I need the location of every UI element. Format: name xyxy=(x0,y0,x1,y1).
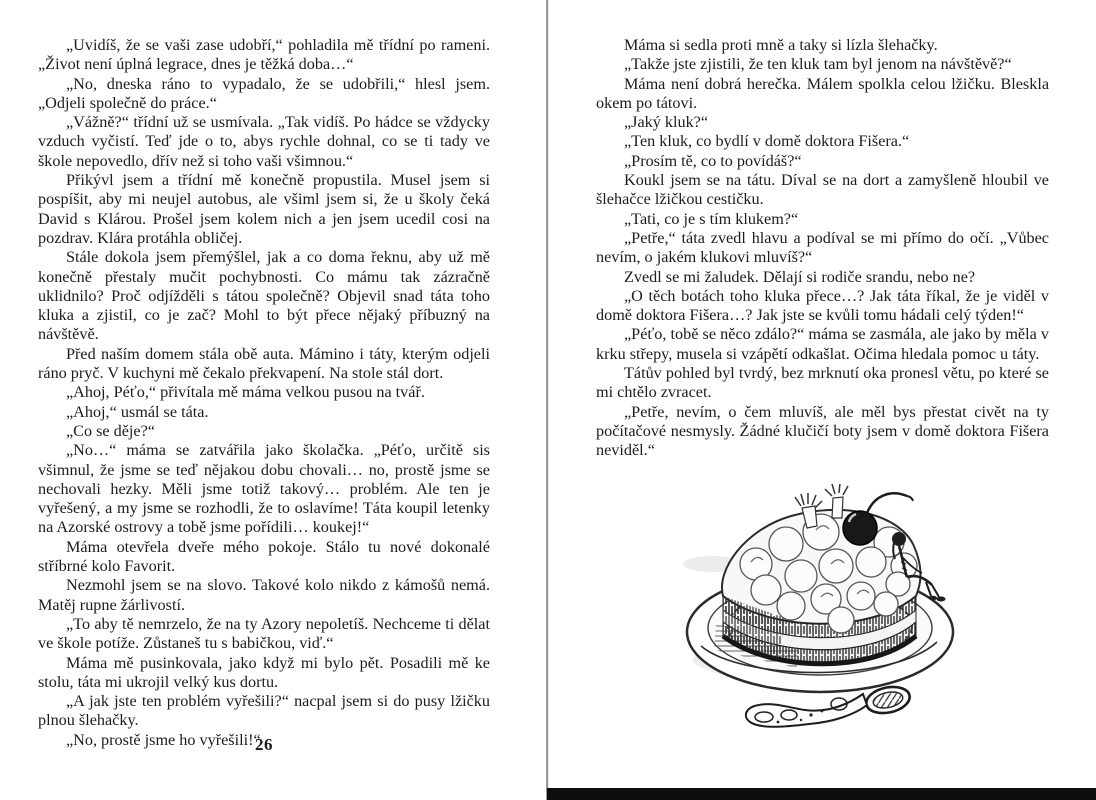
paragraph: „Ten kluk, co bydlí v domě doktora Fišera.“ xyxy=(624,132,910,151)
paragraph: Koukl jsem se na tátu. Díval se na dort a zamyšleně hloubil ve šlehačce lžičkou cestičku. xyxy=(596,171,1049,209)
paragraph: „Petře, nevím, o čem mluvíš, ale měl bys přestat civět na ty počítačové nesmysly. Žádné klučičí boty jsem v domě doktora Fišera neviděl.“ xyxy=(596,402,1049,460)
paragraph: „No, dneska ráno to vypadalo, že se udobřili,“ hlesl jsem. „Odjeli společně do práce.“ xyxy=(38,74,490,112)
paragraph: Máma není dobrá herečka. Málem spolkla celou lžičku. Bleskla okem po tátovi. xyxy=(596,74,1049,112)
cake-slice xyxy=(722,484,946,664)
left-page-text xyxy=(38,36,490,750)
paragraph: „To aby tě nemrzelo, že na ty Azory nepoletíš. Nechceme ti dělat ve škole potíže. Zůstaneš tu s babičkou, viď.“ xyxy=(38,614,490,653)
paragraph: „Ahoj,“ usmál se táta. xyxy=(66,402,209,421)
paragraph: „O těch botách toho kluka přece…? Jak táta říkal, že je viděl v domě doktora Fišera…? Jak jste se kvůli tomu hádali celý týden!“ xyxy=(596,286,1049,325)
paragraph: „No…“ máma se zatvářila jako školačka. „Péťo, určitě sis všimnul, že jsme se teď nějakou dobu chovali… no, prostě jsme se nechovali hezky. Měli jsme totiž takový… problém. Ale ten je vyřešený, a my jsme se rozhodli, že to oslavíme! Táta koupil letenky na Azorské ostrovy a tobě jsme pořídili… koukej!“ xyxy=(38,441,490,537)
paragraph: Máma si sedla proti mně a taky si lízla šlehačky. xyxy=(624,36,938,54)
paragraph: „Vážně?“ třídní už se usmívala. „Tak vidíš. Po hádce se vždycky vzduch vyčistí. Teď jde o to, abys rychle dohnal, co se ti tady ve škole nepovedlo, dřív než si toho vaši všimnou.“ xyxy=(38,113,490,170)
paragraph: Máma otevřela dveře mého pokoje. Stálo tu nové dokonalé stříbrné kolo Favorit. xyxy=(38,537,490,576)
paragraph: „No, prostě jsme ho vyřešili!“ xyxy=(66,730,261,749)
paragraph: „Péťo, tobě se něco zdálo?“ máma se zasmála, ale jako by měla v krku střepy, musela si vzápětí odkašlat. Očima hledala pomoc u táty. xyxy=(596,325,1049,363)
paragraph: „A jak jste ten problém vyřešili?“ nacpal jsem si do pusy lžičku plnou šlehačky. xyxy=(38,692,490,730)
paragraph: „Takže jste zjistili, že ten kluk tam byl jenom na návštěvě?“ xyxy=(624,55,1012,74)
paragraph: Tátův pohled byl tvrdý, bez mrknutí oka pronesl větu, po které se mi chtělo zvracet. xyxy=(596,364,1049,402)
paragraph: „Jaký kluk?“ xyxy=(624,113,709,132)
right-page-text xyxy=(596,36,1049,461)
paragraph: „Tati, co je s tím klukem?“ xyxy=(624,209,799,228)
paragraph: „Petře,“ táta zvedl hlavu a podíval se mi přímo do očí. „Vůbec nevím, o jakém klukovi mluvíš?“ xyxy=(596,228,1049,267)
paragraph: Zvedl se mi žaludek. Dělají si rodiče srandu, nebo ne? xyxy=(624,267,976,286)
paragraph: Stále dokola jsem přemýšlel, jak a co doma řeknu, aby už mě konečně přestaly mučit pochybnosti. Co mámu tak zázračně uklidnilo? Proč odjížděli s tátou společně? Objevil snad táta toho kluka a zjistil, co je zač? Mohl to být přece nějaký příbuzný na návštěvě. xyxy=(38,248,490,344)
page-bottom-bar xyxy=(547,788,1096,800)
paragraph: Máma mě pusinkovala, jako když mi bylo pět. Posadili mě ke stolu, táta mi ukrojil velký kus dortu. xyxy=(38,653,490,691)
cake-slice-illustration xyxy=(661,484,973,748)
paragraph: „Ahoj, Péťo,“ přivítala mě máma velkou pusou na tvář. xyxy=(66,383,425,402)
paragraph: „Uvidíš, že se vaši zase udobří,“ pohladila mě třídní po rameni. „Život není úplná legrace, dnes je těžká doba…“ xyxy=(38,36,490,74)
paragraph: „Co se děje?“ xyxy=(66,421,155,440)
paragraph: „Prosím tě, co to povídáš?“ xyxy=(624,151,802,170)
paragraph: Před naším domem stála obě auta. Mámino i táty, kterým odjeli ráno pryč. V kuchyni mě čekalo překvapení. Na stole stál dort. xyxy=(38,344,490,383)
page-left xyxy=(0,0,547,800)
paragraph: Nezmohl jsem se na slovo. Takové kolo nikdo z kámošů nemá. Matěj rupne žárlivostí. xyxy=(38,576,490,614)
page-right xyxy=(549,0,1096,800)
paragraph: Přikývl jsem a třídní mě konečně propustila. Musel jsem si pospíšit, aby mi neujel autobus, ale všiml jsem si, že u školy čeká David s Klárou. Prošel jsem kolem nich a jen jsem ucedil cosi na pozdrav. Klára protáhla obličej. xyxy=(38,171,490,247)
page-number: 26 xyxy=(255,735,273,754)
